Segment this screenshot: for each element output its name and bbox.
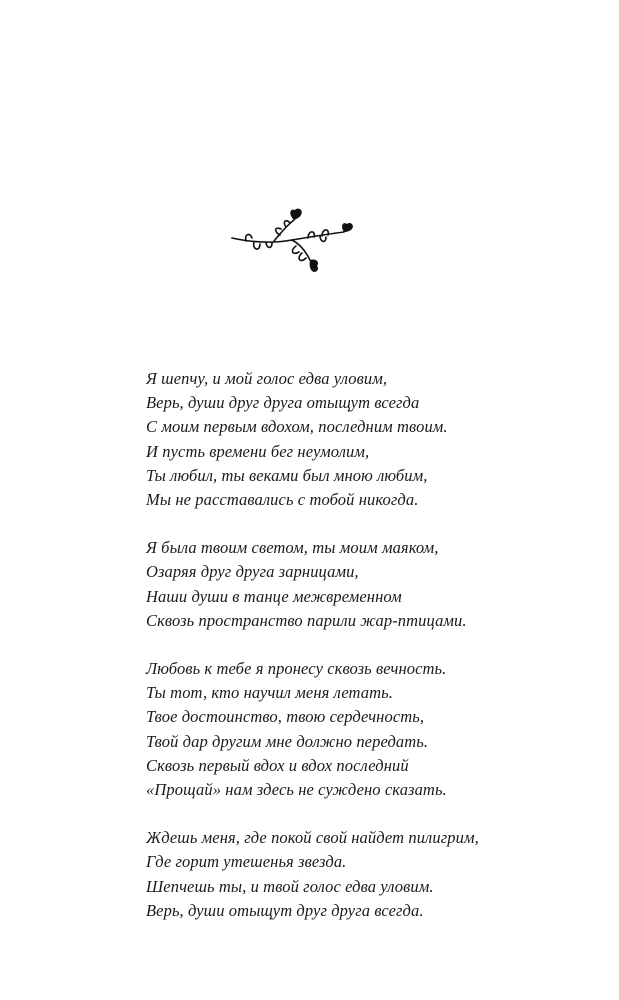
poem-line: Наши души в танце межвременном (146, 586, 402, 606)
stanza-1 (146, 367, 586, 512)
floral-vine-with-hearts-icon (230, 208, 356, 276)
poem-line: Я была твоим светом, ты моим маяком, (146, 538, 439, 558)
poem-line: Сквозь первый вдох и вдох последний (146, 755, 409, 775)
poem-line: Твой дар другим мне должно передать. (146, 731, 429, 751)
stanza-2 (146, 536, 586, 633)
poem-line: Ты тот, кто научил меня летать. (146, 683, 393, 703)
poem-line: Ты любил, ты веками был мною любим, (146, 465, 428, 485)
poem-line: Ждешь меня, где покой свой найдет пилигрим, (146, 828, 479, 848)
stanza-3 (146, 657, 586, 802)
poem-line: Мы не расставались с тобой никогда. (146, 490, 419, 510)
poem-line: Верь, души друг друга отыщут всегда (146, 393, 420, 413)
poem-line: И пусть времени бег неумолим, (146, 441, 370, 461)
poem-line: С моим первым вдохом, последним твоим. (146, 417, 448, 437)
poem-line: Сквозь пространство парили жар-птицами. (146, 610, 467, 630)
poem-line: «Прощай» нам здесь не суждено сказать. (146, 780, 447, 800)
poem-line: Я шепчу, и мой голос едва уловим, (146, 369, 388, 388)
poem-line: Верь, души отыщут друг друга всегда. (146, 900, 424, 920)
poem-line: Шепчешь ты, и твой голос едва уловим. (146, 876, 434, 896)
poem-line: Где горит утешенья звезда. (146, 852, 347, 872)
stanza-4 (146, 826, 586, 923)
poem (146, 367, 586, 923)
poem-line: Озаряя друг друга зарницами, (146, 562, 359, 582)
poem-line: Твое достоинство, твою сердечность, (146, 707, 425, 727)
poem-line: Любовь к тебе я пронесу сквозь вечность. (146, 659, 447, 679)
floral-vine-ornament (230, 208, 356, 276)
